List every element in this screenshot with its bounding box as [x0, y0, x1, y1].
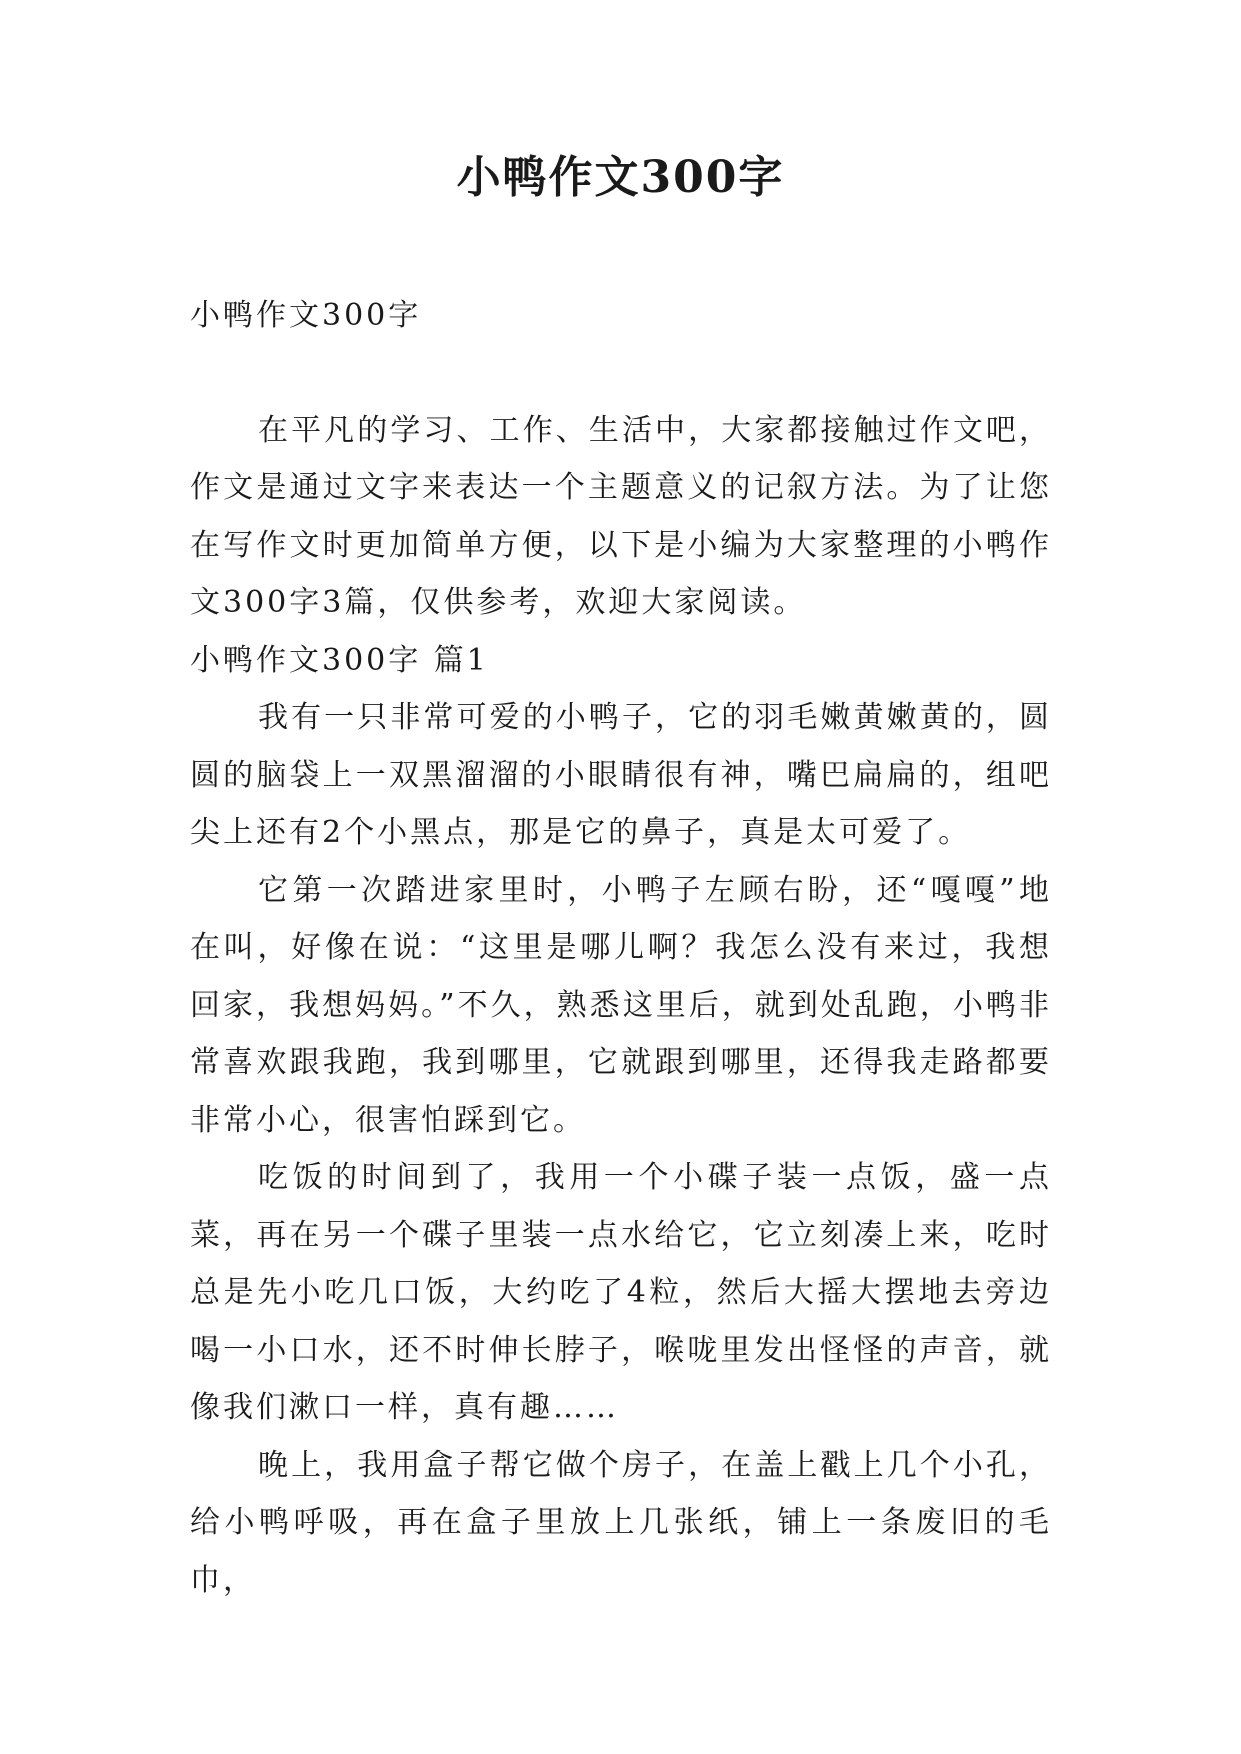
intro-paragraph: 在平凡的学习、工作、生活中，大家都接触过作文吧，作文是通过文字来表达一个主题意义的记叙方法。为了让您在写作文时更加简单方便，以下是小编为大家整理的小鸭作文300字3篇，仅供参考，欢迎大家阅读。	[190, 412, 1052, 620]
document-title: 小鸭作文300字	[456, 152, 785, 203]
body-paragraph-3: 吃饭的时间到了，我用一个小碟子装一点饭，盛一点菜，再在另一个碟子里装一点水给它，它立刻凑上来，吃时总是先小吃几口饭，大约吃了4粒，然后大摇大摆地去旁边喝一小口水，还不时伸长脖子，喉咙里发出怪怪的声音，就像我们漱口一样，真有趣……	[190, 1160, 1052, 1425]
section-heading: 小鸭作文300字 篇1	[190, 642, 489, 678]
document-subtitle: 小鸭作文300字	[190, 298, 422, 333]
body-paragraph-1: 我有一只非常可爱的小鸭子，它的羽毛嫩黄嫩黄的，圆圆的脑袋上一双黑溜溜的小眼睛很有神，嘴巴扁扁的，组吧尖上还有2个小黑点，那是它的鼻子，真是太可爱了。	[190, 700, 1052, 850]
document-body	[190, 287, 1052, 1609]
body-paragraph-2: 它第一次踏进家里时，小鸭子左顾右盼，还“嘎嘎”地在叫，好像在说：“这里是哪儿啊？我怎么没有来过，我想回家，我想妈妈。”不久，熟悉这里后，就到处乱跑，小鸭非常喜欢跟我跑，我到哪里，它就跟到哪里，还得我走路都要非常小心，很害怕踩到它。	[190, 872, 1052, 1138]
body-paragraph-4: 晚上，我用盒子帮它做个房子，在盖上戳上几个小孔，给小鸭呼吸，再在盒子里放上几张纸，铺上一条废旧的毛巾，	[190, 1447, 1052, 1598]
